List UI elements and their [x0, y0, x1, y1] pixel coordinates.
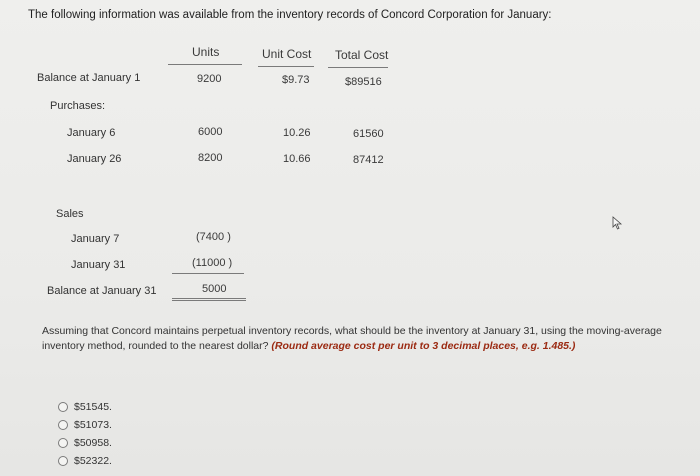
- row-label-sale-jan7: January 7: [71, 233, 120, 245]
- jan6-total-cost: 61560: [353, 128, 384, 140]
- radio-button[interactable]: [58, 402, 68, 412]
- jan26-units: 8200: [198, 152, 223, 164]
- row-label-sale-jan31: January 31: [71, 259, 126, 271]
- balance-jan1-units: 9200: [197, 73, 222, 85]
- jan6-unit-cost: 10.26: [283, 127, 311, 139]
- sale-jan7-units: (7400 ): [196, 231, 231, 243]
- mouse-cursor-icon: [612, 216, 624, 230]
- sales-heading: Sales: [56, 208, 84, 220]
- row-label-balance-jan31: Balance at January 31: [47, 285, 157, 297]
- unit-cost-header-rule: [258, 66, 314, 67]
- units-header-rule: [168, 64, 242, 65]
- units-subtotal-rule: [172, 273, 244, 274]
- radio-button[interactable]: [58, 420, 68, 430]
- option-label: $50958.: [74, 437, 112, 449]
- balance-jan1-unit-cost: $9.73: [282, 74, 310, 86]
- jan6-units: 6000: [198, 126, 223, 138]
- sale-jan31-units: (11000 ): [192, 257, 233, 269]
- answer-option-2[interactable]: [58, 419, 112, 431]
- row-label-balance-jan1: Balance at January 1: [37, 72, 141, 84]
- row-label-jan6: January 6: [67, 127, 116, 139]
- balance-jan1-total-cost: $89516: [345, 76, 382, 88]
- header-units: Units: [192, 45, 220, 59]
- radio-button[interactable]: [58, 438, 68, 448]
- header-unit-cost: Unit Cost: [262, 47, 312, 61]
- answer-option-3[interactable]: [58, 437, 112, 449]
- answer-option-1[interactable]: [58, 401, 112, 413]
- problem-title: The following information was available from the inventory records of Concord Corporation for January:: [28, 9, 552, 21]
- purchases-heading: Purchases:: [50, 100, 106, 112]
- units-total-double-rule: [172, 298, 246, 301]
- option-label: $51545.: [74, 401, 112, 413]
- rounding-hint: (Round average cost per unit to 3 decimal places, e.g. 1.485.): [271, 340, 576, 352]
- question-text: [42, 324, 672, 354]
- jan26-unit-cost: 10.66: [283, 153, 311, 165]
- row-label-jan26: January 26: [67, 153, 122, 165]
- header-total-cost: Total Cost: [335, 48, 389, 62]
- radio-button[interactable]: [58, 456, 68, 466]
- balance-jan31-units: 5000: [202, 283, 227, 295]
- jan26-total-cost: 87412: [353, 154, 384, 166]
- option-label: $51073.: [74, 419, 112, 431]
- answer-option-4[interactable]: [58, 455, 112, 467]
- option-label: $52322.: [74, 455, 112, 467]
- question-body: Assuming that Concord maintains perpetual inventory records, what should be the inventory at January 31, using the moving-average inventory method, rounded to the nearest dollar?: [42, 325, 662, 352]
- total-cost-header-rule: [328, 67, 388, 68]
